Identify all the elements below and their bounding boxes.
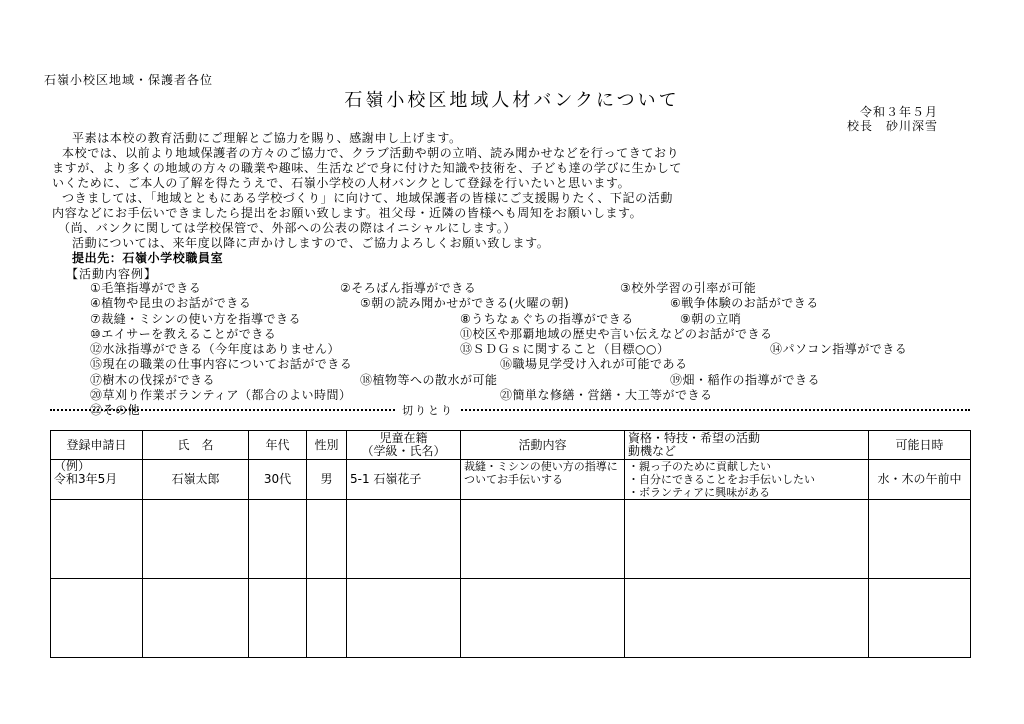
blank-cell[interactable] xyxy=(347,579,461,658)
activity-item: ⑫水泳指導ができる（今年度はありません） xyxy=(90,342,341,357)
blank-cell[interactable] xyxy=(249,500,307,579)
submit-destination: 提出先：石嶺小学校職員室 xyxy=(72,251,224,265)
blank-cell[interactable] xyxy=(51,500,143,579)
activity-row xyxy=(90,388,907,403)
cut-line xyxy=(50,409,970,411)
blank-cell[interactable] xyxy=(249,579,307,658)
activity-item: ⑧うちなぁぐちの指導ができる xyxy=(460,311,634,326)
example-availability: 水・木の午前中 xyxy=(869,460,971,500)
blank-cell[interactable] xyxy=(51,579,143,658)
body-line: いくために、ご本人の了解を得たうえで、石嶺小学校の人材バンクとして登録を行いたいと思います。 xyxy=(52,176,631,190)
activity-item: ⑨朝の立哨 xyxy=(680,311,742,326)
example-label: （例） xyxy=(54,459,91,473)
blank-cell[interactable] xyxy=(625,579,869,658)
activity-item: ①毛筆指導ができる xyxy=(90,281,202,295)
header-cell: 可能日時 xyxy=(869,431,971,460)
issue-date: 令和３年５月 xyxy=(859,105,938,119)
body-line: つきましては、「地域とともにある学校づくり」に向けて、地域保護者の皆様にご支援賜りたく、下記の活動 xyxy=(62,191,673,205)
body-line: ますが、より多くの地域の方々の職業や趣味、生活などで身に付けた知識や技術を、子ども達の学びに生かして xyxy=(52,161,683,175)
blank-cell[interactable] xyxy=(143,500,249,579)
blank-entry-row xyxy=(51,579,971,658)
blank-cell[interactable] xyxy=(347,500,461,579)
header-cell: 年代 xyxy=(249,431,307,460)
activity-item: ⑲畑・稲作の指導ができる xyxy=(670,372,821,387)
example-date-cell xyxy=(51,460,143,500)
activity-item: ⑥戦争体験のお話ができる xyxy=(670,296,819,311)
activity-item: ③校外学習の引率が可能 xyxy=(620,281,757,295)
activity-item: ⑬ＳＤＧｓに関すること（目標○○） xyxy=(460,342,670,357)
example-age: 30代 xyxy=(249,460,307,500)
motivation-line: ・ボランティアに興味がある xyxy=(628,486,771,499)
blank-cell[interactable] xyxy=(143,579,249,658)
activity-item: ⑤朝の読み聞かせができる(火曜の朝) xyxy=(360,296,570,311)
blank-entry-row xyxy=(51,500,971,579)
letter-body xyxy=(52,131,683,266)
activity-row xyxy=(90,373,907,388)
activity-item: ④植物や昆虫のお話ができる xyxy=(90,296,252,311)
body-line: 内容などにお手伝いできましたら提出をお願い致します。祖父母・近隣の皆様へも周知をお願いします。 xyxy=(52,206,643,220)
blank-cell[interactable] xyxy=(869,579,971,658)
example-row xyxy=(51,460,971,500)
blank-cell[interactable] xyxy=(461,579,625,658)
activity-item: ⑰樹木の伐採ができる xyxy=(90,372,216,387)
example-date: 令和3年5月 xyxy=(54,472,118,486)
activity-row xyxy=(90,342,907,357)
body-line: 活動については、来年度以降に声かけしますので、ご協力よろしくお願い致します。 xyxy=(72,236,550,250)
header-cell: 性別 xyxy=(307,431,347,460)
example-name: 石嶺太郎 xyxy=(143,460,249,500)
activity-item: ②そろばん指導ができる xyxy=(340,281,477,295)
body-line: （尚、バンクに関しては学校保管で、外部への公表の際はイニシャルにします。） xyxy=(58,221,517,235)
activity-item: ⑩エイサーを教えることができる xyxy=(90,326,277,341)
registration-table xyxy=(50,430,971,658)
activity-item: ⑦裁縫・ミシンの使い方を指導できる xyxy=(90,311,301,326)
example-child: 5-1 石嶺花子 xyxy=(347,460,461,500)
activity-item: ⑯職場見学受け入れが可能である xyxy=(500,357,688,372)
activity-row xyxy=(90,281,907,296)
activity-item: ㉒その他 xyxy=(90,403,141,418)
page-title: 石嶺小校区地域人材バンクについて xyxy=(344,90,680,111)
example-gender: 男 xyxy=(307,460,347,500)
header-cell: 活動内容 xyxy=(461,431,625,460)
activity-item: ⑭パソコン指導ができる xyxy=(770,342,908,357)
blank-cell[interactable] xyxy=(307,500,347,579)
activity-examples-heading: 【活動内容例】 xyxy=(66,267,158,281)
example-motivation-cell xyxy=(625,460,869,500)
addressee: 石嶺小校区地域・保護者各位 xyxy=(44,73,214,87)
activity-item: ⑱植物等への散水が可能 xyxy=(360,372,498,387)
motivation-line: ・親っ子のために貢献したい xyxy=(628,460,771,473)
body-line: 平素は本校の教育活動にご理解とご協力を賜り、感謝申し上げます。 xyxy=(72,131,462,145)
activity-list xyxy=(90,281,907,419)
activity-row xyxy=(90,312,907,327)
motivation-line: ・自分にできることをお手伝いしたい xyxy=(628,473,815,486)
activity-item: ⑮現在の職業の仕事内容についてお話ができる xyxy=(90,357,353,372)
activity-item: ㉑簡単な修繕・営繕・大工等ができる xyxy=(500,388,713,403)
blank-cell[interactable] xyxy=(869,500,971,579)
principal-name: 校長 砂川深雪 xyxy=(846,119,938,133)
header-cell: 資格・特技・希望の活動 動機など xyxy=(625,431,869,460)
example-activity: 裁縫・ミシンの使い方の指導についてお手伝いする xyxy=(461,460,625,500)
blank-cell[interactable] xyxy=(461,500,625,579)
activity-row xyxy=(90,357,907,372)
header-cell: 児童在籍 （学級・氏名） xyxy=(347,431,461,460)
blank-cell[interactable] xyxy=(307,579,347,658)
table-header-row xyxy=(51,431,971,460)
blank-cell[interactable] xyxy=(625,500,869,579)
activity-item: ⑪校区や那覇地域の歴史や言い伝えなどのお話ができる xyxy=(460,326,773,341)
header-cell: 氏 名 xyxy=(143,431,249,460)
activity-row xyxy=(90,403,907,418)
activity-row xyxy=(90,296,907,311)
activity-row xyxy=(90,327,907,342)
body-line: 本校では、以前より地域保護者の方々のご協力で、クラブ活動や朝の立哨、読み聞かせなどを行ってきており xyxy=(62,146,680,160)
header-cell: 登録申請日 xyxy=(51,431,143,460)
activity-item: ⑳草刈り作業ボランティア（都合のよい時間） xyxy=(90,388,352,403)
cut-label: 切りとり xyxy=(396,402,460,418)
